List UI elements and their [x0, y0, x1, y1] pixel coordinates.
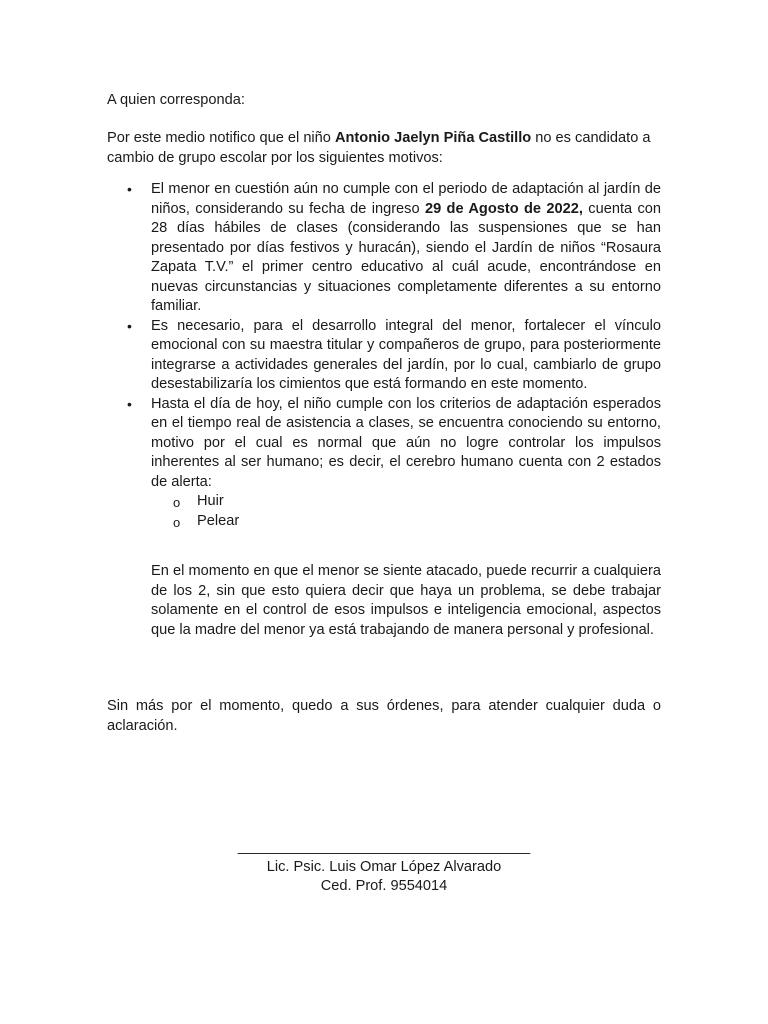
- reason-1-text-end: cuenta con 28 días hábiles de clases (considerando las suspensiones que se han presentado por días festivos y huracán), siendo el Jardín de niños “Rosaura Zapata T.V.” el primer centro educativo al cuál acude, encontrándose en nuevas circunstancias y situaciones completamente diferentes a su entorno familiar.: [151, 200, 662, 314]
- alert-state-item: [151, 512, 661, 532]
- child-name: Antonio Jaelyn Piña Castillo: [334, 130, 532, 146]
- bullet-icon: •: [127, 395, 132, 412]
- reason-item-2: [127, 317, 661, 395]
- bullet-icon: •: [127, 181, 132, 197]
- enrollment-date: 29 de Agosto de 2022,: [424, 200, 583, 217]
- hollow-bullet-icon: o: [173, 495, 181, 510]
- alert-states-list: [151, 492, 661, 531]
- explanation-paragraph: En el momento en que el menor se siente atacado, puede recurrir a cualquiera de los 2, sin que esto quiera decir que haya un problema, se debe trabajar solamente en el control de esos impulsos e inteligencia emocional, aspectos que la madre del menor ya está trabajando de manera personal y profesional.: [151, 563, 661, 638]
- reason-item-3: [127, 395, 661, 532]
- alert-state-label: Huir: [197, 493, 224, 509]
- signature-line: ____________________________________: [237, 839, 531, 855]
- professional-license: Ced. Prof. 9554014: [320, 878, 448, 894]
- reason-item-1: [127, 180, 662, 317]
- intro-text-start: Por este medio notifico que el niño: [107, 130, 335, 146]
- bullet-icon: •: [127, 317, 132, 334]
- hollow-bullet-icon: o: [173, 514, 181, 530]
- intro-text-end: no es candidato a cambio de grupo escolar por los siguientes motivos:: [107, 130, 651, 166]
- alert-state-label: Pelear: [197, 512, 240, 529]
- closing-paragraph: Sin más por el momento, quedo a sus órdenes, para atender cualquier duda o aclaración.: [107, 698, 661, 734]
- reason-1-text-start: El menor en cuestión aún no cumple con el periodo de adaptación al jardín de niños, considerando su fecha de ingreso: [151, 181, 661, 217]
- reason-3-text: Hasta el día de hoy, el niño cumple con los criterios de adaptación esperados en el tiempo real de asistencia a clases, se encuentra conociendo su entorno, motivo por el cual es normal que aún no logre controlar los impulsos inherentes al ser humano; es decir, el cerebro humano cuenta con 2 estados de alerta:: [151, 395, 661, 490]
- alert-state-item: [151, 492, 661, 512]
- reasons-list: [127, 180, 662, 531]
- signer-name: Lic. Psic. Luis Omar López Alvarado: [266, 858, 502, 875]
- intro-paragraph: [107, 129, 667, 168]
- salutation: A quien corresponda:: [107, 92, 245, 108]
- reason-2-text: Es necesario, para el desarrollo integral del menor, fortalecer el vínculo emocional con su maestra titular y compañeros de grupo, para posteriormente integrarse a actividades generales del jardín, por lo cual, cambiarlo de grupo desestabilizaría los cimientos que está formando en este momento.: [151, 317, 661, 392]
- signature-block: [184, 838, 584, 897]
